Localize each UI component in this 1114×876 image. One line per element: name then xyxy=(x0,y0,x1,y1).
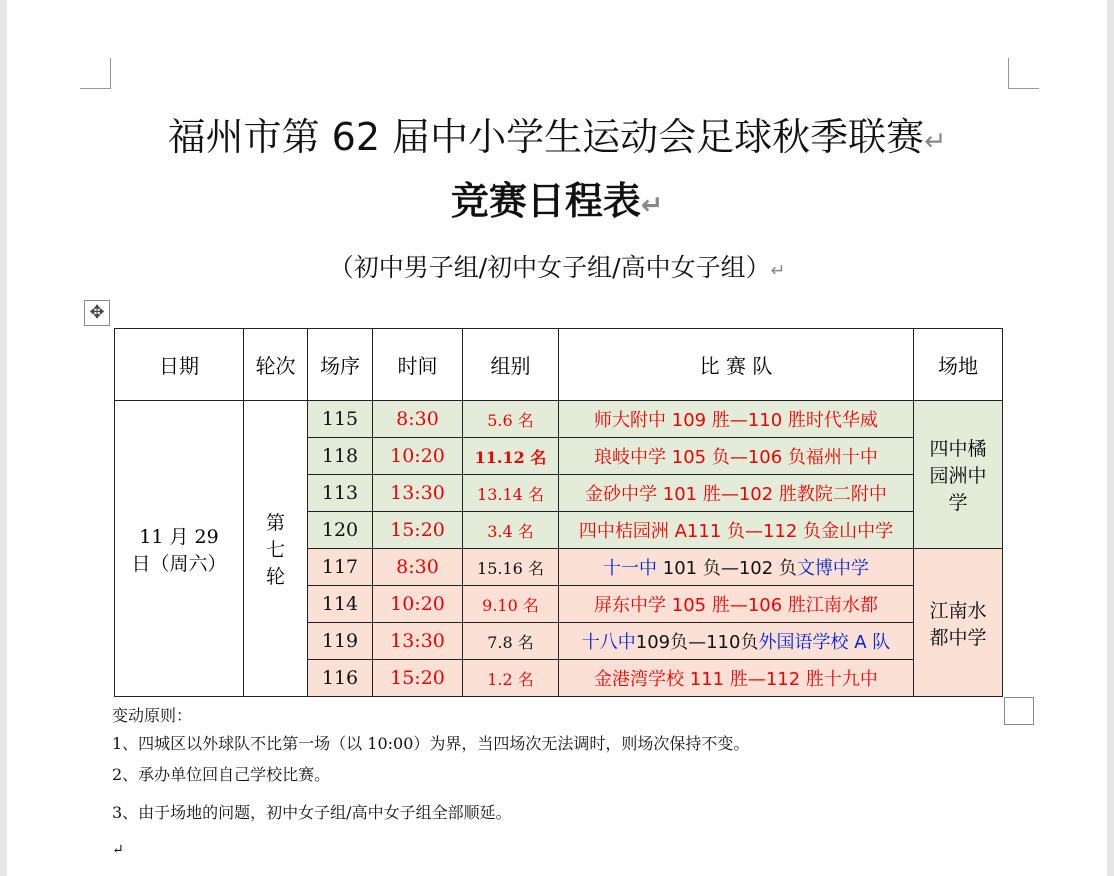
seq-cell: 120 xyxy=(308,512,373,549)
time-cell: 8:30 xyxy=(373,401,463,438)
header-seq: 场序 xyxy=(308,329,373,401)
teams-cell xyxy=(559,401,914,438)
crop-mark xyxy=(80,58,111,89)
table-row xyxy=(115,401,1003,438)
group-cell: 5.6 名 xyxy=(463,401,559,438)
time-cell: 15:20 xyxy=(373,660,463,697)
time-cell: 13:30 xyxy=(373,623,463,660)
time-cell: 13:30 xyxy=(373,475,463,512)
header-teams: 比 赛 队 xyxy=(559,329,914,401)
time-cell: 10:20 xyxy=(373,438,463,475)
team-text: 109负—110负 xyxy=(635,632,759,653)
date-cell: 11 月 29 日（周六） xyxy=(115,401,244,697)
seq-cell: 116 xyxy=(308,660,373,697)
seq-cell: 117 xyxy=(308,549,373,586)
team-text: 外国语学校 A 队 xyxy=(758,632,891,653)
team-text: 十八中 xyxy=(581,632,636,653)
teams-cell xyxy=(559,623,914,660)
group-cell: 3.4 名 xyxy=(463,512,559,549)
teams-cell xyxy=(559,438,914,475)
time-cell: 15:20 xyxy=(373,512,463,549)
team-text: 十一中 xyxy=(603,558,658,579)
groups-line: （初中男子组/初中女子组/高中女子组）↵ xyxy=(328,253,786,282)
teams-cell xyxy=(559,586,914,623)
round-cell: 第七轮 xyxy=(244,401,308,697)
team-text: 101 负—102 负 xyxy=(657,558,797,579)
seq-cell: 114 xyxy=(308,586,373,623)
teams-cell xyxy=(559,549,914,586)
note-1: 1、四城区以外球队不比第一场（以 10:00）为界，当四场次无法调时，则场次保持不变。 xyxy=(112,734,750,753)
venue-cell: 江南水都中学 xyxy=(914,549,1003,697)
team-text: 四中桔园洲 A111 负—112 负金山中学 xyxy=(578,521,894,542)
note-2: 2、承办单位回自己学校比赛。 xyxy=(112,765,331,784)
schedule-table xyxy=(114,328,1003,697)
venue-cell: 四中橘园洲中学 xyxy=(914,401,1003,549)
seq-cell: 113 xyxy=(308,475,373,512)
header-time: 时间 xyxy=(373,329,463,401)
teams-cell xyxy=(559,660,914,697)
group-cell: 15.16 名 xyxy=(463,549,559,586)
teams-cell xyxy=(559,475,914,512)
group-cell: 7.8 名 xyxy=(463,623,559,660)
crop-mark xyxy=(1008,58,1039,89)
team-text: 屏东中学 105 胜—106 胜江南水都 xyxy=(594,595,878,616)
time-cell: 10:20 xyxy=(373,586,463,623)
header-round: 轮次 xyxy=(244,329,308,401)
header-group: 组别 xyxy=(463,329,559,401)
paragraph-mark: ↵ xyxy=(112,842,124,858)
group-cell: 13.14 名 xyxy=(463,475,559,512)
header-venue: 场地 xyxy=(914,329,1003,401)
team-text: 文博中学 xyxy=(796,558,869,579)
teams-cell xyxy=(559,512,914,549)
team-text: 琅岐中学 105 负—106 负福州十中 xyxy=(594,447,878,468)
table-resize-handle[interactable] xyxy=(1004,697,1034,725)
seq-cell: 115 xyxy=(308,401,373,438)
document-subtitle: 竞赛日程表↵ xyxy=(450,179,664,223)
notes-heading: 变动原则： xyxy=(112,706,193,725)
group-cell: 1.2 名 xyxy=(463,660,559,697)
group-cell: 11.12 名 xyxy=(463,438,559,475)
seq-cell: 118 xyxy=(308,438,373,475)
team-text: 金砂中学 101 胜—102 胜教院二附中 xyxy=(585,484,887,505)
group-cell: 9.10 名 xyxy=(463,586,559,623)
note-3: 3、由于场地的问题，初中女子组/高中女子组全部顺延。 xyxy=(112,803,512,822)
team-text: 师大附中 109 胜—110 胜时代华威 xyxy=(594,410,878,431)
table-move-handle-icon[interactable]: ✥ xyxy=(84,300,110,326)
time-cell: 8:30 xyxy=(373,549,463,586)
team-text: 金港湾学校 111 胜—112 胜十九中 xyxy=(594,669,878,690)
seq-cell: 119 xyxy=(308,623,373,660)
header-date: 日期 xyxy=(115,329,244,401)
document-title: 福州市第 62 届中小学生运动会足球秋季联赛↵ xyxy=(167,115,947,159)
